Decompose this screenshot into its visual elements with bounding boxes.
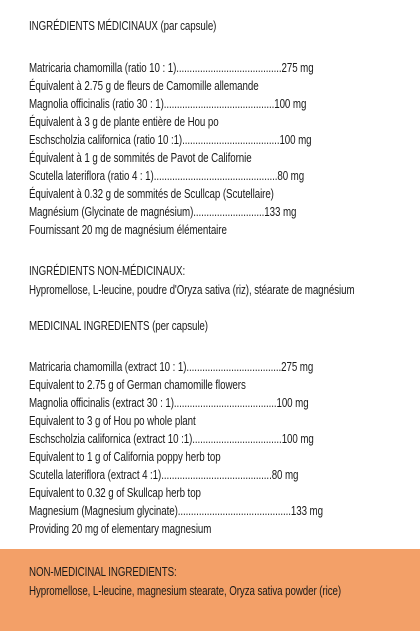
en-ingredient-line: Equivalent to 3 g of Hou po whole plant xyxy=(29,414,196,428)
en-ingredient-line: Matricaria chamomilla (extract 10 : 1)....................................275 mg xyxy=(29,360,314,374)
en-ingredient-line: Equivalent to 2.75 g of German chamomille flowers xyxy=(29,378,246,392)
fr-medicinal-heading: INGRÉDIENTS MÉDICINAUX (par capsule) xyxy=(29,19,217,33)
fr-ingredient-line: Fournissant 20 mg de magnésium élémentaire xyxy=(29,223,227,237)
en-ingredient-line: Providing 20 mg of elementary magnesium xyxy=(29,522,212,536)
en-ingredient-line: Equivalent to 0.32 g of Skullcap herb top xyxy=(29,486,201,500)
en-ingredient-line: Scutella lateriflora (extract 4 :1)..........................................80 mg xyxy=(29,468,299,482)
fr-ingredient-line: Scutella lateriflora (ratio 4 : 1)...............................................80 mg xyxy=(29,169,305,183)
en-medicinal-heading: MEDICINAL INGREDIENTS (per capsule) xyxy=(29,319,208,333)
en-nonmedicinal-text: Hypromellose, L-leucine, magnesium stearate, Oryza sativa powder (rice) xyxy=(29,584,342,598)
fr-ingredient-line: Magnolia officinalis (ratio 30 : 1)..........................................100 mg xyxy=(29,97,307,111)
fr-ingredient-line: Équivalent à 2.75 g de fleurs de Camomille allemande xyxy=(29,79,259,93)
fr-nonmedicinal-heading: INGRÉDIENTS NON-MÉDICINAUX: xyxy=(29,264,186,278)
en-ingredient-line: Magnesium (Magnesium glycinate)...........................................133 mg xyxy=(29,504,323,518)
fr-ingredient-line: Eschscholzia californica (ratio 10 :1).....................................100 mg xyxy=(29,133,312,147)
en-ingredient-line: Eschscholzia californica (extract 10 :1)..................................100 mg xyxy=(29,432,314,446)
en-ingredient-line: Magnolia officinalis (extract 30 : 1).......................................100 mg xyxy=(29,396,309,410)
en-nonmedicinal-heading: NON-MEDICINAL INGREDIENTS: xyxy=(29,565,177,579)
en-ingredient-line: Equivalent to 1 g of California poppy herb top xyxy=(29,450,221,464)
fr-ingredient-line: Matricaria chamomilla (ratio 10 : 1)........................................275 mg xyxy=(29,61,314,75)
fr-ingredient-line: Équivalent à 1 g de sommités de Pavot de Californie xyxy=(29,151,252,165)
fr-ingredient-line: Magnésium (Glycinate de magnésium)...........................133 mg xyxy=(29,205,297,219)
fr-ingredient-line: Équivalent à 3 g de plante entière de Hou po xyxy=(29,115,219,129)
fr-nonmedicinal-text: Hypromellose, L-leucine, poudre d'Oryza sativa (riz), stéarate de magnésium xyxy=(29,283,355,297)
fr-ingredient-line: Équivalent à 0.32 g de sommités de Scullcap (Scutellaire) xyxy=(29,187,274,201)
